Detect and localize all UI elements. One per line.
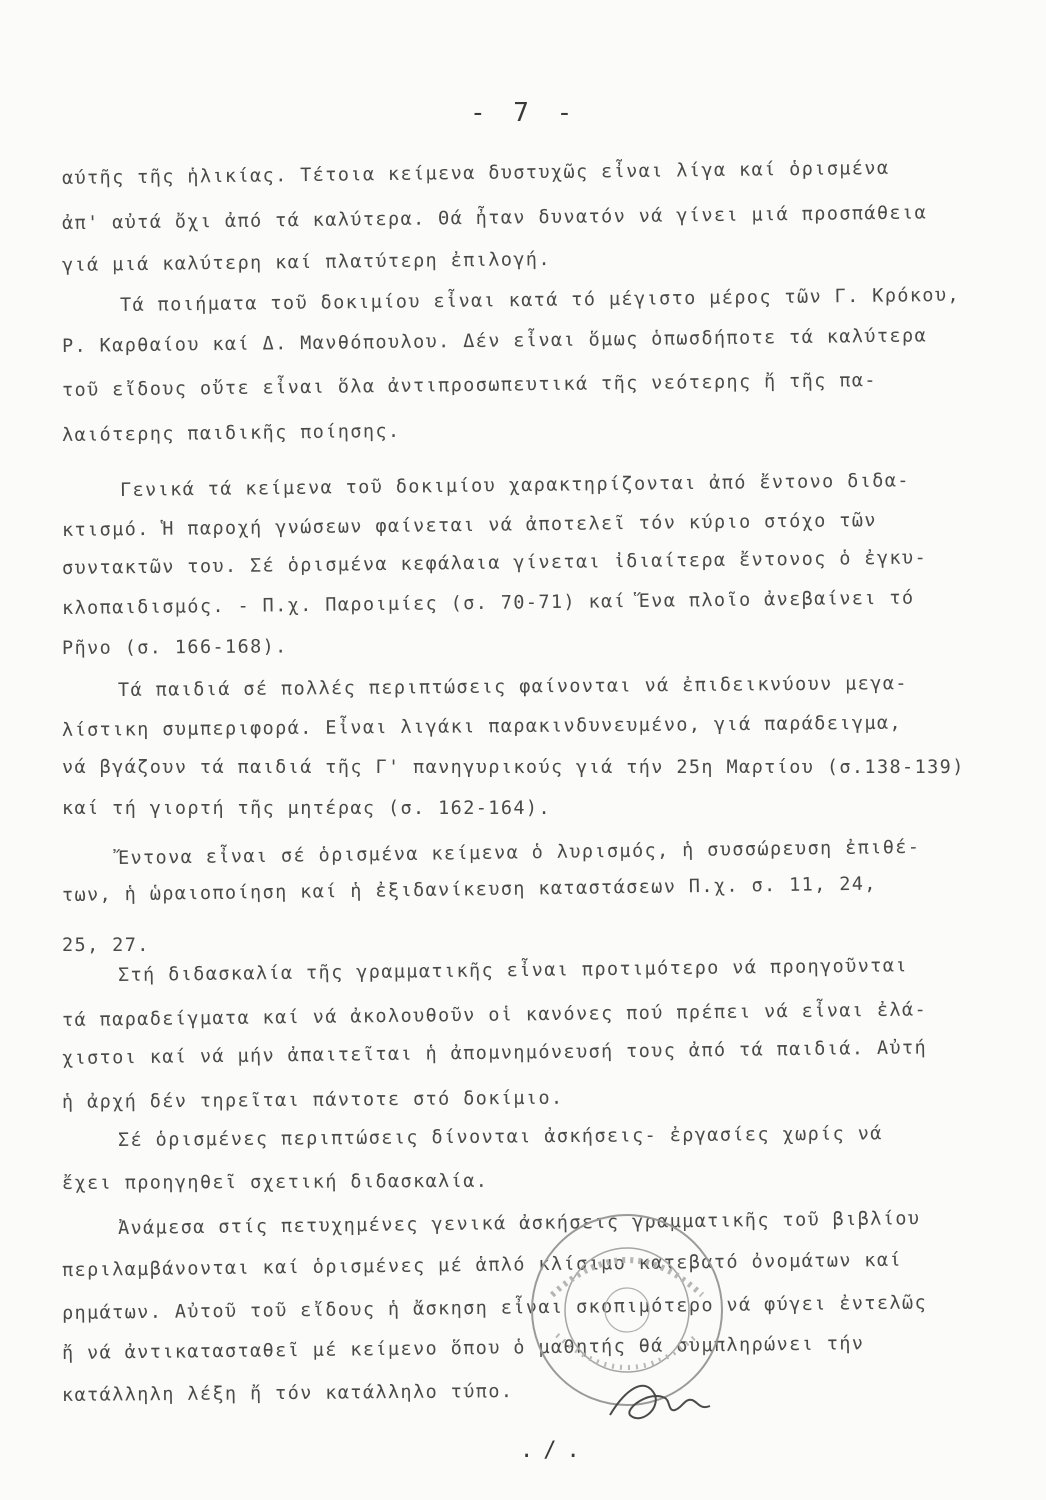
text-line-30: κατάλληλη λέξη ἤ τόν κατάλληλο τύπο. bbox=[61, 1381, 514, 1406]
text-line-8: Γενικά τά κείμενα τοῦ δοκιμίου χαρακτηρίζονται ἀπό ἔντονο διδα- bbox=[119, 470, 910, 501]
text-line-10: συντακτῶν του. Σέ ὁρισμένα κεφάλαια γίνεται ἰδιαίτερα ἔντονος ὁ ἐγκυ- bbox=[61, 547, 928, 579]
text-line-14: λίστικη συμπεριφορά. Εἶναι λιγάκι παρακινδυνευμένο, γιά παράδειγμα, bbox=[61, 712, 903, 741]
text-line-26: Ἀνάμεσα στίς πετυχημένες γενικά ἀσκήσεις γραμματικῆς τοῦ βιβλίου bbox=[117, 1208, 921, 1239]
text-line-23: ἡ ἀρχή δέν τηρεῖται πάντοτε στό δοκίμιο. bbox=[61, 1087, 564, 1113]
text-line-16: καί τή γιορτή τῆς μητέρας (σ. 162-164). bbox=[62, 798, 551, 819]
text-line-20: Στή διδασκαλία τῆς γραμματικῆς εἶναι προτιμότερο νά προηγοῦνται bbox=[117, 955, 908, 986]
text-line-3: γιά μιά καλύτερη καί πλατύτερη ἐπιλογή. bbox=[61, 249, 552, 276]
text-line-12: Ρῆνο (σ. 166-168). bbox=[61, 636, 288, 659]
page-number: - 7 - bbox=[470, 98, 579, 128]
text-line-7: λαιότερης παιδικῆς ποίησης. bbox=[61, 420, 401, 446]
text-line-29: ἤ νά ἀντικατασταθεῖ μέ κείμενο ὅπου ὁ μαθητής θά συμπληρώνει τήν bbox=[61, 1333, 865, 1364]
text-line-25: ἔχει προηγηθεῖ σχετική διδασκαλία. bbox=[61, 1170, 489, 1194]
text-line-22: χιστοι καί νά μήν ἀπαιτεῖται ἡ ἀπομνημόνευσή τους ἀπό τά παιδιά. Αὐτή bbox=[61, 1037, 928, 1069]
text-line-1: αύτῆς τῆς ἡλικίας. Τέτοια κείμενα δυστυχῶς εἶναι λίγα καί ὁρισμένα bbox=[61, 157, 890, 189]
text-line-19: 25, 27. bbox=[62, 935, 150, 956]
text-line-28: ρημάτων. Αὐτοῦ τοῦ εἴδους ἡ ἄσκηση εἶναι σκοπιμότερο νά φύγει ἐντελῶς bbox=[61, 1292, 928, 1324]
text-line-4: Τά ποιήματα τοῦ δοκιμίου εἶναι κατά τό μέγιστο μέρος τῶν Γ. Κρόκου, bbox=[119, 284, 961, 316]
text-line-15: νά βγάζουν τά παιδιά τῆς Γ' πανηγυρικούς γιά τήν 25η Μαρτίου (σ.138-139) bbox=[62, 757, 965, 778]
text-line-27: περιλαμβάνονται καί ὁρισμένες μέ ἁπλό κλίσιμο κατεβατό ὀνομάτων καί bbox=[61, 1249, 903, 1281]
text-line-11: κλοπαιδισμός. - Π.χ. Παροιμίες (σ. 70-71) καί Ἕνα πλοῖο ἀνεβαίνει τό bbox=[61, 587, 915, 619]
text-line-24: Σέ ὁρισμένες περιπτώσεις δίνονται ἀσκήσεις- ἐργασίες χωρίς νά bbox=[117, 1123, 883, 1151]
text-line-9: κτισμό. Ἡ παροχή γνώσεων φαίνεται νά ἀποτελεῖ τόν κύριο στόχο τῶν bbox=[61, 510, 878, 541]
text-line-6: τοῦ εἴδους οὔτε εἶναι ὅλα ἀντιπροσωπευτικά τῆς νεότερης ἤ τῆς πα- bbox=[61, 370, 878, 401]
text-line-2: ἀπ' αὐτά ὄχι ἀπό τά καλύτερα. Θά ἦταν δυνατόν νά γίνει μιά προσπάθεια bbox=[61, 202, 928, 234]
text-line-5: Ρ. Καρθαίου καί Δ. Μανθόπουλου. Δέν εἶναι ὅμως ὁπωσδήποτε τά καλύτερα bbox=[61, 325, 928, 357]
text-line-17: Ἔντονα εἶναι σέ ὁρισμένα κείμενα ὁ λυρισμός, ἡ συσσώρευση ἐπιθέ- bbox=[117, 836, 921, 869]
text-line-21: τά παραδείγματα καί νά ἀκολουθοῦν οἱ κανόνες πού πρέπει νά εἶναι ἐλά- bbox=[61, 999, 928, 1031]
text-line-18: των, ἡ ὡραιοποίηση καί ἡ ἐξιδανίκευση καταστάσεων Π.χ. σ. 11, 24, bbox=[61, 873, 878, 906]
text-line-13: Τά παιδιά σέ πολλές περιπτώσεις φαίνονται νά ἐπιδεικνύουν μεγα- bbox=[117, 673, 908, 701]
continuation-mark: ./. bbox=[520, 1438, 590, 1463]
handwritten-signature bbox=[600, 1370, 720, 1430]
